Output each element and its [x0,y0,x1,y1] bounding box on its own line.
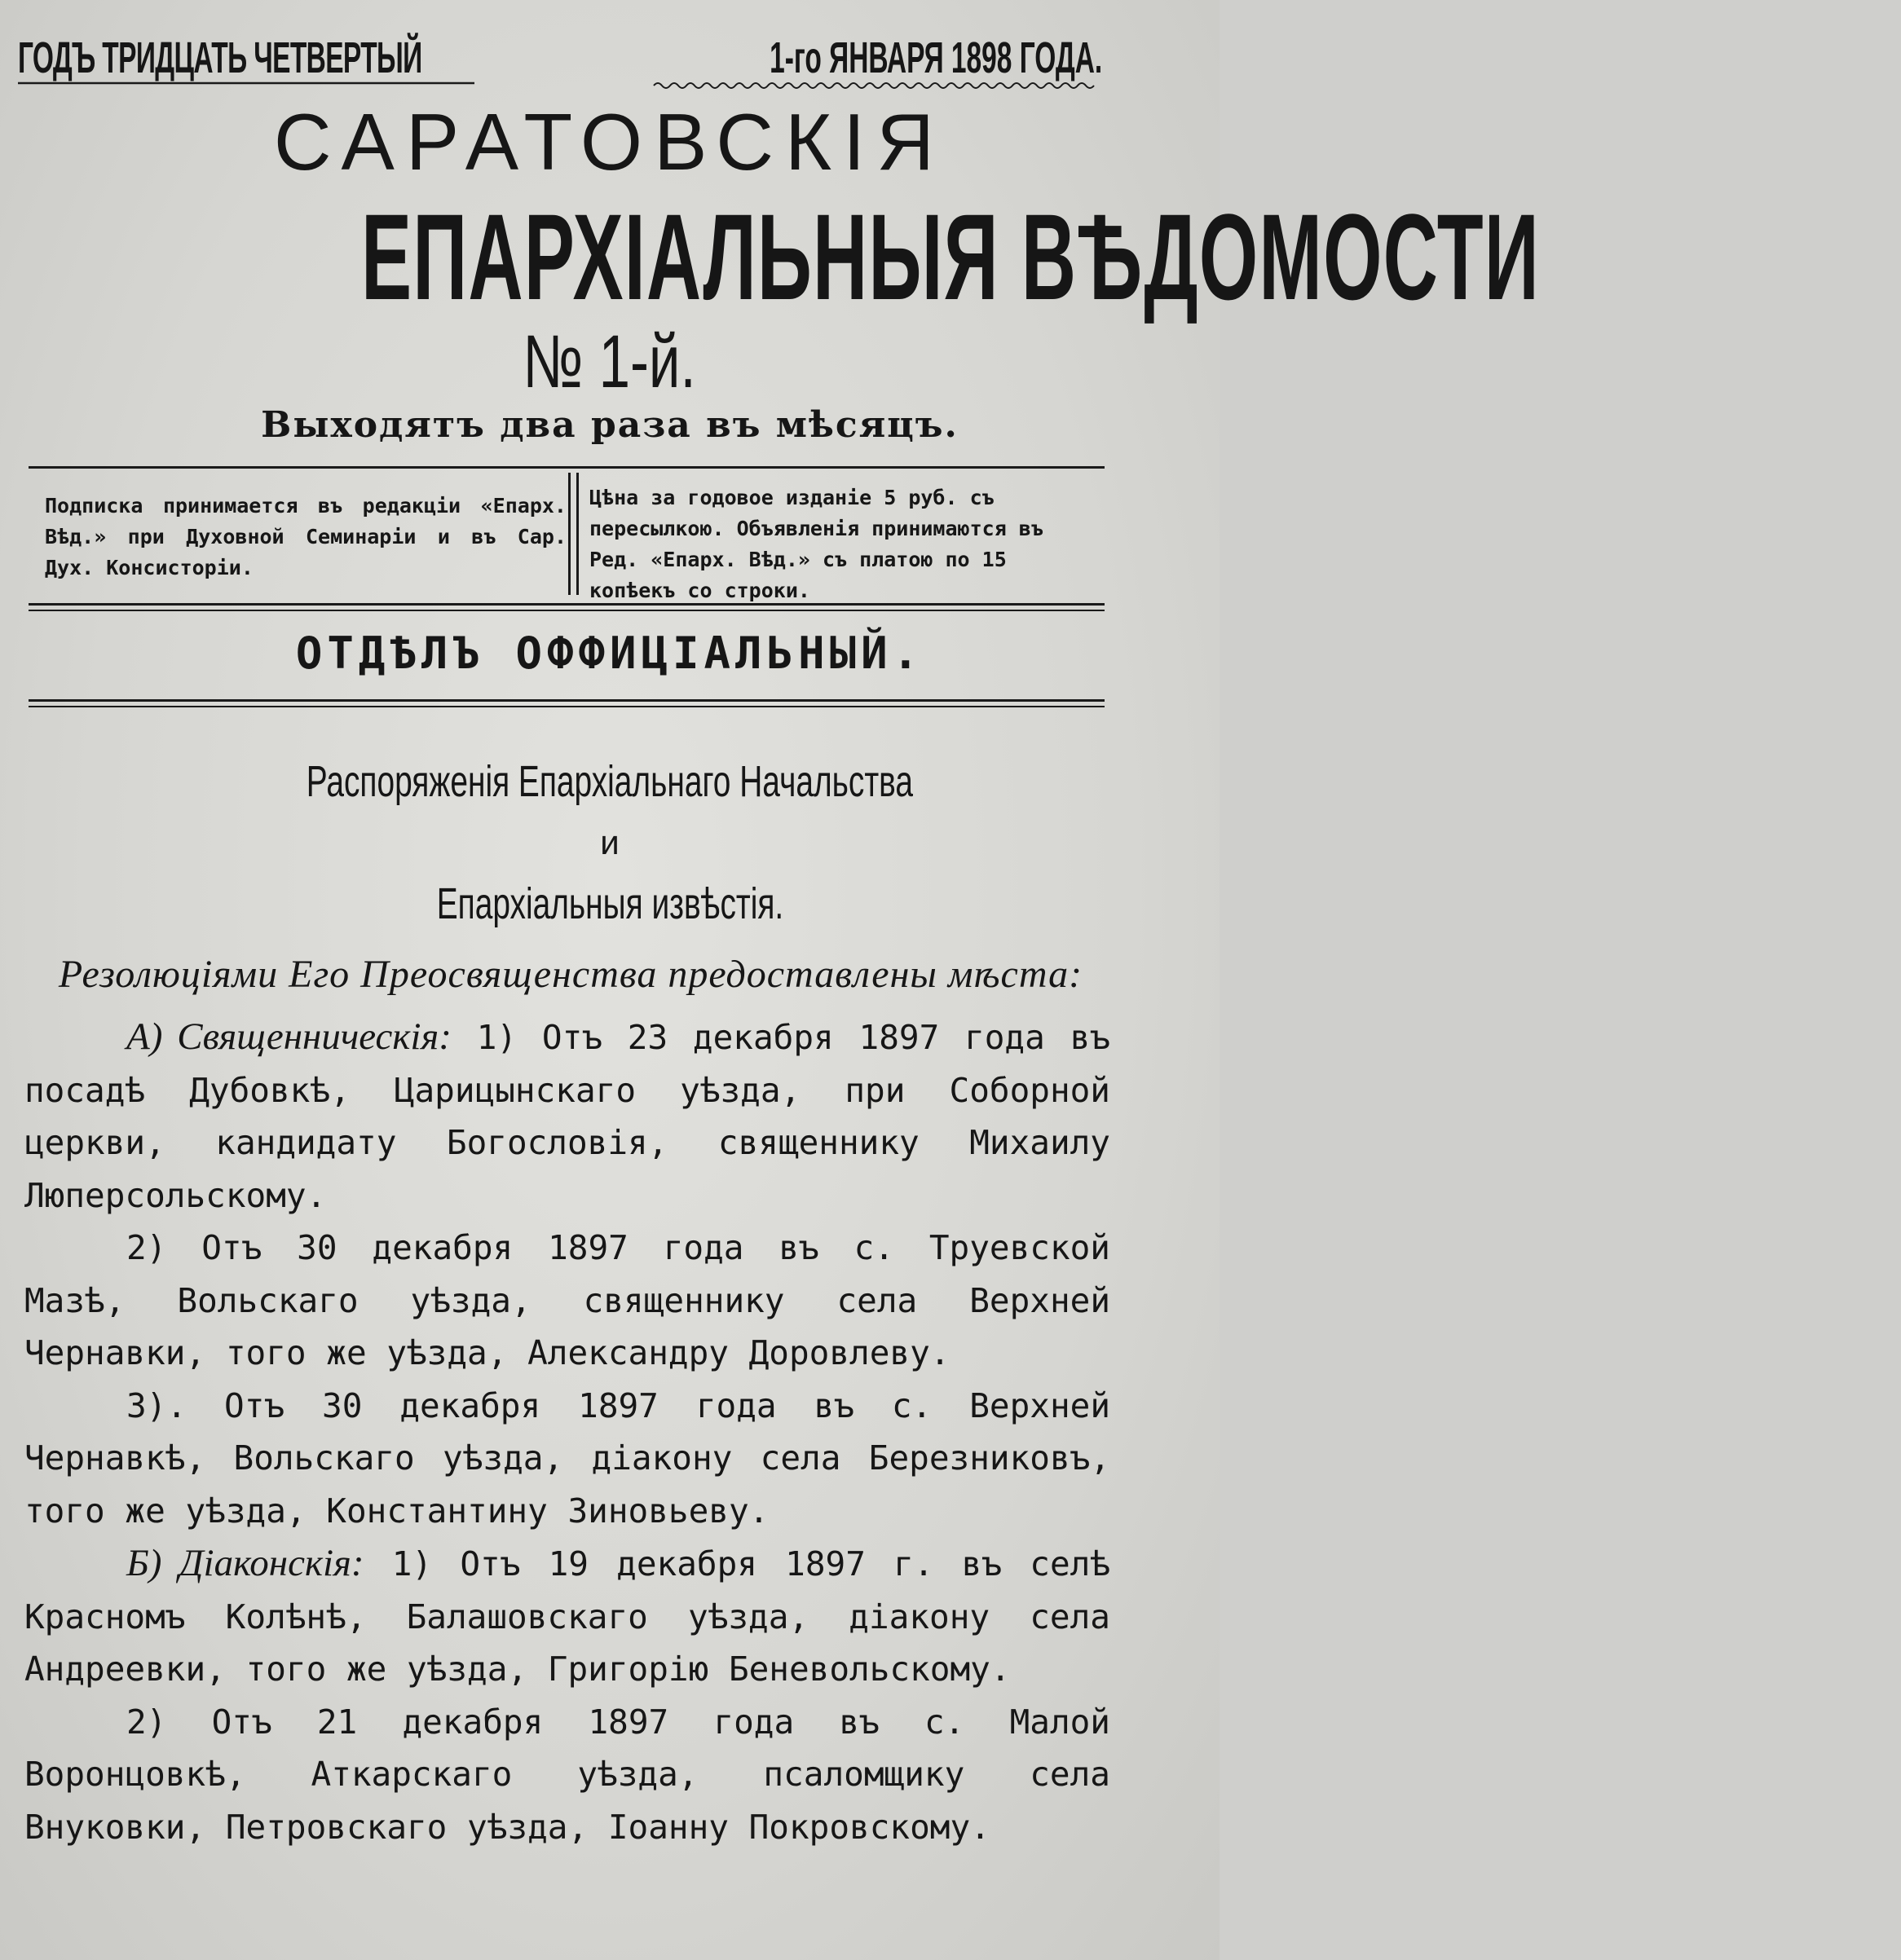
paragraph-2: 2) Отъ 30 декабря 1897 года въ с. Труевской Мазѣ, Вольскаго уѣзда, священнику села Верхней Чернавки, того же уѣзда, Александру Доровлеву. [24,1228,1110,1372]
subheading-news [0,879,1220,929]
box-divider-2 [576,473,579,595]
subheading-orders [0,756,1220,807]
subscription-box [29,473,1105,602]
decorative-wave-rule [18,80,1102,91]
issue-date: 1-го ЯНВАРЯ 1898 ГОДА. [769,33,1102,82]
box-bottom-rule-2 [29,610,1105,611]
section-title: ОТДѢЛЪ ОФФИЦІАЛЬНЫЙ. [295,628,924,679]
priests-label: А) Священническія: [126,1015,452,1058]
publication-frequency: Выходятъ два раза въ мѣсяцъ. [261,404,959,446]
subheading-news-text: Епархіальныя извѣстія. [436,879,783,928]
section-rule [29,699,1105,702]
price-info: Цѣна за годовое изданіе 5 руб. съ пересылкою. Объявленія принимаются въ Ред. «Епарх. Вѣд.» съ платою по 15 копѣекъ со строки. [589,486,1043,602]
paragraph-1 [24,1011,1110,1222]
paragraph-5: 2) Отъ 21 декабря 1897 года въ с. Малой Воронцовкѣ, Аткарскаго уѣзда, псаломщику села Внуковки, Петровскаго уѣзда, Іоанну Покровскому. [24,1702,1110,1847]
title-line-1: САРАТОВСКІЯ [273,97,946,187]
title-line-2 [0,188,1540,325]
box-divider [568,473,571,595]
volume-year: ГОДЪ ТРИДЦАТЬ ЧЕТВЕРТЫЙ [18,33,422,82]
paragraph-4-text: 1) Отъ 19 декабря 1897 г. въ селѣ Красномъ Колѣнѣ, Балашовскаго уѣзда, діакону села Андреевки, того же уѣзда, Григорію Беневольскому. [24,1544,1110,1689]
top-rule [29,466,1105,469]
subheading-and: и [600,823,620,861]
resolution-heading: Резолюціями Его Преосвященства предоставлены мѣста: [58,953,1083,996]
article-body [24,1011,1110,1853]
subheading-orders-text: Распоряженія Епархіальнаго Начальства [306,757,914,806]
paragraph-3: 3). Отъ 30 декабря 1897 года въ с. Верхней Чернавкѣ, Вольскаго уѣзда, діакону села Березниковъ, того же уѣзда, Константину Зиновьеву. [24,1385,1110,1531]
issue-number [0,320,1220,403]
paragraph-1-text: 1) Отъ 23 декабря 1897 года въ посадѣ Дубовкѣ, Царицынскаго уѣзда, при Соборной церкви, кандидату Богословія, священнику Михаилу Люперсольскому. [24,1018,1110,1215]
box-bottom-rule [29,603,1105,606]
subscription-info: Подписка принимается въ редакціи «Епарх. Вѣд.» при Духовной Семинаріи и въ Сар. Дух. Консисторіи. [45,494,567,579]
paragraph-4 [24,1537,1110,1696]
issue-number-text: № 1-й. [523,320,697,403]
title-line-2-text: ЕПАРХІАЛЬНЫЯ ВѢДОМОСТИ [361,188,1540,325]
deacons-label: Б) Діаконскія: [126,1542,364,1584]
section-rule-2 [29,706,1105,707]
